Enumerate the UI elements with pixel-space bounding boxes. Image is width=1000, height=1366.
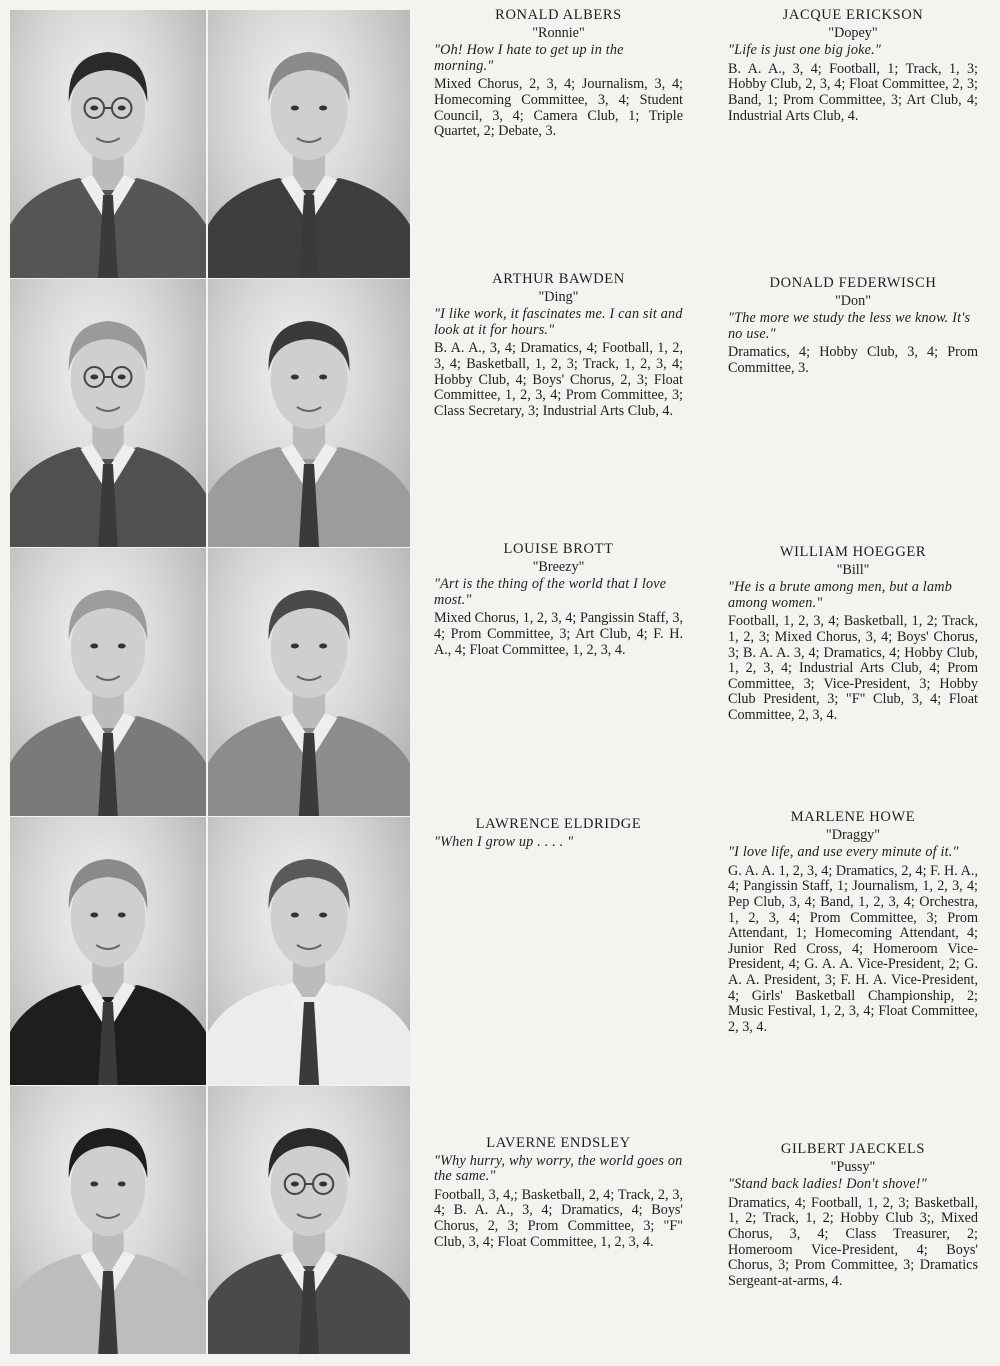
student-activities: Dramatics, 4; Football, 1, 2, 3; Basketball, 1, 2; Track, 1, 2; Hobby Club 3;, Mixed Chorus, 3, 4; Class Treasurer, 2; Homeroom Vice-President, 4; Boys' Chorus, 3; Prom Committee, 3; Dramatics Sergeant-at-arms, 4. <box>728 1194 978 1289</box>
student-nickname: "Don" <box>834 292 872 309</box>
student-name: DONALD FEDERWISCH <box>769 275 937 291</box>
student-quote: "I like work, it fascinates me. I can sit and look at it for hours." <box>434 306 683 338</box>
bio-arthur-bawden <box>434 272 683 419</box>
student-quote: "Stand back ladies! Don't shove!" <box>728 1176 927 1193</box>
student-nickname: "Dopey" <box>828 24 878 41</box>
student-name: MARLENE HOWE <box>790 809 916 825</box>
student-portrait-photo <box>208 548 410 816</box>
student-name: ARTHUR BAWDEN <box>492 271 625 287</box>
student-activities: Mixed Chorus, 2, 3, 4; Journalism, 3, 4; Homecoming Committee, 3, 4; Student Council, 3, 4; Camera Club, 1; Triple Quartet, 2; Debate, 3. <box>434 76 683 140</box>
bio-jacque-erickson <box>728 8 978 124</box>
student-nickname: "Breezy" <box>532 558 585 575</box>
student-name: LOUISE BROTT <box>503 541 614 557</box>
student-quote: "The more we study the less we know. It's no use." <box>728 310 971 342</box>
bio-laverne-endsley <box>434 1136 683 1250</box>
bio-ronald-albers <box>434 8 683 140</box>
student-name: LAWRENCE ELDRIDGE <box>475 816 642 832</box>
student-quote: "When I grow up . . . . " <box>434 833 574 850</box>
student-activities: B. A. A., 3, 4; Dramatics, 4; Football, 1, 2, 3, 4; Basketball, 1, 2, 3; Track, 1, 2, 3, 4; Hobby Club, 4; Boys' Chorus, 2, 3; Float Committee, 1, 2, 3, 4; Prom Committee, 3; Class Secretary, 3; Industrial Arts Club, 4. <box>434 340 683 419</box>
student-quote: "Oh! How I hate to get up in the morning." <box>434 42 624 74</box>
student-nickname: "Draggy" <box>825 826 881 843</box>
student-quote: "Art is the thing of the world that I love most." <box>434 576 667 608</box>
student-portrait-photo <box>208 817 410 1085</box>
student-name: JACQUE ERICKSON <box>782 7 924 23</box>
student-quote: "Why hurry, why worry, the world goes on the same." <box>434 1152 683 1185</box>
student-quote: "I love life, and use every minute of it." <box>728 844 959 861</box>
student-quote: "He is a brute among men, but a lamb among women." <box>728 579 952 611</box>
student-activities: Dramatics, 4; Hobby Club, 3, 4; Prom Committee, 3. <box>728 344 978 376</box>
student-quote: "Life is just one big joke." <box>728 42 882 59</box>
student-name: RONALD ALBERS <box>495 7 622 23</box>
student-nickname: "Bill" <box>836 561 870 578</box>
bio-gilbert-jaeckels <box>728 1142 978 1289</box>
bio-donald-federwisch <box>728 276 978 377</box>
student-name: GILBERT JAECKELS <box>780 1141 926 1157</box>
bio-louise-brott <box>434 542 683 658</box>
student-portrait-photo <box>10 279 206 547</box>
student-portrait-photo <box>10 817 206 1085</box>
student-activities: Football, 1, 2, 3, 4; Basketball, 1, 2; Track, 1, 2, 3; Mixed Chorus, 3, 4; Boys' Chorus, 3; B. A. A. 3, 4; Dramatics, 4; Hobby Club, 1, 2, 3, 4; Industrial Arts Club, 4; Prom Committee, 3; Vice-President, 3; Hobby Club President, 3; "F" Club, 3, 4; Float Committee, 2, 3, 4. <box>728 613 978 723</box>
student-name: WILLIAM HOEGGER <box>779 544 927 560</box>
portrait-grid <box>10 10 410 1356</box>
student-portrait-photo <box>208 279 410 547</box>
student-nickname: "Pussy" <box>830 1158 876 1175</box>
bio-marlene-howe <box>728 810 978 1035</box>
student-activities: Football, 3, 4,; Basketball, 2, 4; Track, 2, 3, 4; B. A. A., 3, 4; Dramatics, 4; Boys' Chorus, 2, 3; Prom Committee, 3; "F" Club, 3, 4; Float Committee, 1, 2, 3, 4. <box>434 1186 683 1250</box>
student-nickname: "Ding" <box>538 288 579 305</box>
bio-lawrence-eldridge <box>434 817 683 853</box>
student-portrait-photo <box>10 548 206 816</box>
student-nickname: "Ronnie" <box>532 24 585 41</box>
student-activities: B. A. A., 3, 4; Football, 1; Track, 1, 3; Hobby Club, 2, 3, 4; Float Committee, 2, 3; Band, 1; Prom Committee, 3; Art Club, 4; Industrial Arts Club, 4. <box>728 60 978 124</box>
student-activities: G. A. A. 1, 2, 3, 4; Dramatics, 2, 4; F. H. A., 4; Pangissin Staff, 1; Journalism, 1, 2, 3, 4; Pep Club, 3, 4; Band, 1, 2, 3, 4; Orchestra, 1, 2, 3, 4; Prom Committee, 3; Prom Attendant, 1; Homecoming Attendant, 4; Junior Red Cross, 4; Homeroom Vice-President, 4; G. A. A. Vice-President, 2; G. A. A. President, 3; F. H. A. Vice-President, 4; Girls' Basketball Championship, 2; Music Festival, 1, 2, 3, 4; Float Committee, 2, 3, 4. <box>728 862 978 1035</box>
student-portrait-photo <box>208 1086 410 1354</box>
student-activities: Mixed Chorus, 1, 2, 3, 4; Pangissin Staff, 3, 4; Prom Committee, 3; Art Club, 4; F. H. A., 4; Float Committee, 1, 2, 3, 4. <box>434 610 683 658</box>
student-portrait-photo <box>10 10 206 278</box>
student-name: LAVERNE ENDSLEY <box>486 1135 631 1151</box>
student-portrait-photo <box>10 1086 206 1354</box>
student-portrait-photo <box>208 10 410 278</box>
bio-william-hoegger <box>728 545 978 724</box>
